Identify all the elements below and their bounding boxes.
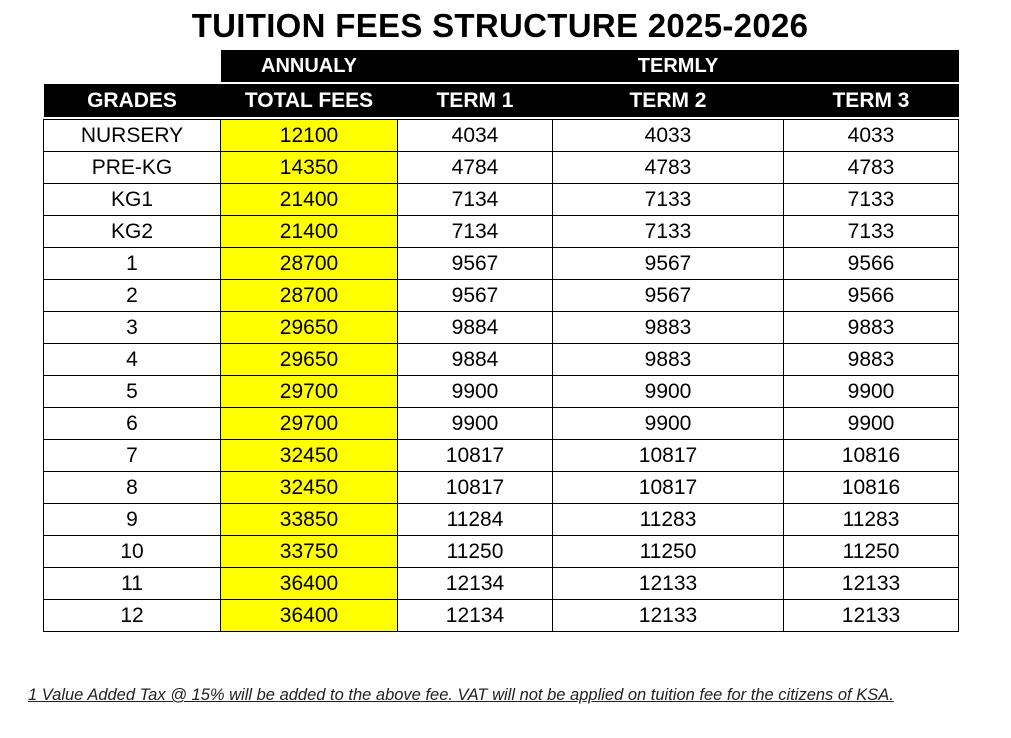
term-1-cell: 11250: [398, 536, 553, 568]
vat-footnote: 1 Value Added Tax @ 15% will be added to the above fee. VAT will not be applied on tuition fee for the citizens of KSA.: [28, 686, 894, 704]
term-3-cell: 11283: [784, 504, 959, 536]
term-1-cell: 9567: [398, 248, 553, 280]
term-3-cell: 11250: [784, 536, 959, 568]
grade-cell: 2: [44, 280, 221, 312]
grade-cell: 1: [44, 248, 221, 280]
grade-cell: 10: [44, 536, 221, 568]
term-3-cell: 10816: [784, 472, 959, 504]
term-3-cell: 12133: [784, 600, 959, 632]
term-1-cell: 4784: [398, 152, 553, 184]
total-fees-cell: 29650: [221, 344, 398, 376]
total-fees-cell: 21400: [221, 216, 398, 248]
total-fees-cell: 29700: [221, 408, 398, 440]
fees-table-body: [44, 120, 959, 632]
table-row: [44, 600, 959, 632]
term-2-cell: 10817: [553, 440, 784, 472]
term-2-cell: 7133: [553, 216, 784, 248]
grade-cell: KG2: [44, 216, 221, 248]
term-2-cell: 12133: [553, 568, 784, 600]
group-header-annual: ANNUALY: [221, 50, 398, 83]
term-1-cell: 7134: [398, 216, 553, 248]
term-1-cell: 9900: [398, 376, 553, 408]
term-1-cell: 9884: [398, 344, 553, 376]
term-3-cell: 12133: [784, 568, 959, 600]
grade-cell: 7: [44, 440, 221, 472]
grade-cell: 3: [44, 312, 221, 344]
term-3-cell: 9883: [784, 312, 959, 344]
table-row: [44, 440, 959, 472]
term-1-cell: 12134: [398, 600, 553, 632]
group-header-termly: TERMLY: [398, 50, 959, 83]
term-1-cell: 9884: [398, 312, 553, 344]
group-header-row: [44, 50, 959, 83]
grade-cell: 6: [44, 408, 221, 440]
term-1-cell: 7134: [398, 184, 553, 216]
total-fees-cell: 33750: [221, 536, 398, 568]
tuition-fees-table: [43, 50, 959, 632]
term-2-cell: 9900: [553, 376, 784, 408]
total-fees-cell: 21400: [221, 184, 398, 216]
term-3-cell: 4783: [784, 152, 959, 184]
term-3-cell: 7133: [784, 216, 959, 248]
group-header-blank: [44, 50, 221, 83]
term-2-cell: 11250: [553, 536, 784, 568]
table-row: [44, 248, 959, 280]
term-1-cell: 10817: [398, 472, 553, 504]
table-row: [44, 344, 959, 376]
page-title: TUITION FEES STRUCTURE 2025-2026: [191, 7, 809, 44]
grade-cell: 12: [44, 600, 221, 632]
term-2-cell: 11283: [553, 504, 784, 536]
term-2-cell: 9567: [553, 280, 784, 312]
grade-cell: 9: [44, 504, 221, 536]
term-2-cell: 7133: [553, 184, 784, 216]
table-row: [44, 280, 959, 312]
term-1-cell: 9900: [398, 408, 553, 440]
term-3-cell: 7133: [784, 184, 959, 216]
table-row: [44, 504, 959, 536]
term-2-cell: 9883: [553, 344, 784, 376]
term-1-cell: 10817: [398, 440, 553, 472]
term-1-cell: 12134: [398, 568, 553, 600]
table-row: [44, 184, 959, 216]
total-fees-cell: 28700: [221, 280, 398, 312]
term-3-cell: 9566: [784, 280, 959, 312]
table-row: [44, 312, 959, 344]
grade-cell: KG1: [44, 184, 221, 216]
term-3-cell: 9900: [784, 408, 959, 440]
grade-cell: 5: [44, 376, 221, 408]
column-header-total-fees: TOTAL FEES: [221, 83, 398, 117]
total-fees-cell: 14350: [221, 152, 398, 184]
column-header-grades: GRADES: [44, 83, 221, 117]
total-fees-cell: 29650: [221, 312, 398, 344]
total-fees-cell: 28700: [221, 248, 398, 280]
table-row: [44, 472, 959, 504]
term-3-cell: 9900: [784, 376, 959, 408]
grade-cell: 4: [44, 344, 221, 376]
grade-cell: 11: [44, 568, 221, 600]
total-fees-cell: 33850: [221, 504, 398, 536]
total-fees-cell: 29700: [221, 376, 398, 408]
total-fees-cell: 12100: [221, 120, 398, 152]
total-fees-cell: 32450: [221, 472, 398, 504]
total-fees-cell: 36400: [221, 600, 398, 632]
table-row: [44, 120, 959, 152]
term-2-cell: 9883: [553, 312, 784, 344]
grade-cell: 8: [44, 472, 221, 504]
term-2-cell: 9900: [553, 408, 784, 440]
term-2-cell: 9567: [553, 248, 784, 280]
term-3-cell: 9883: [784, 344, 959, 376]
total-fees-cell: 32450: [221, 440, 398, 472]
term-2-cell: 12133: [553, 600, 784, 632]
column-header-row: [44, 83, 959, 117]
term-2-cell: 4783: [553, 152, 784, 184]
term-3-cell: 4033: [784, 120, 959, 152]
term-1-cell: 11284: [398, 504, 553, 536]
table-row: [44, 568, 959, 600]
column-header-term-1: TERM 1: [398, 83, 553, 117]
table-row: [44, 536, 959, 568]
table-row: [44, 408, 959, 440]
total-fees-cell: 36400: [221, 568, 398, 600]
column-header-term-2: TERM 2: [553, 83, 784, 117]
table-row: [44, 152, 959, 184]
column-header-term-3: TERM 3: [784, 83, 959, 117]
grade-cell: NURSERY: [44, 120, 221, 152]
table-row: [44, 376, 959, 408]
term-3-cell: 10816: [784, 440, 959, 472]
table-row: [44, 216, 959, 248]
term-3-cell: 9566: [784, 248, 959, 280]
term-1-cell: 9567: [398, 280, 553, 312]
grade-cell: PRE-KG: [44, 152, 221, 184]
term-2-cell: 4033: [553, 120, 784, 152]
term-2-cell: 10817: [553, 472, 784, 504]
term-1-cell: 4034: [398, 120, 553, 152]
